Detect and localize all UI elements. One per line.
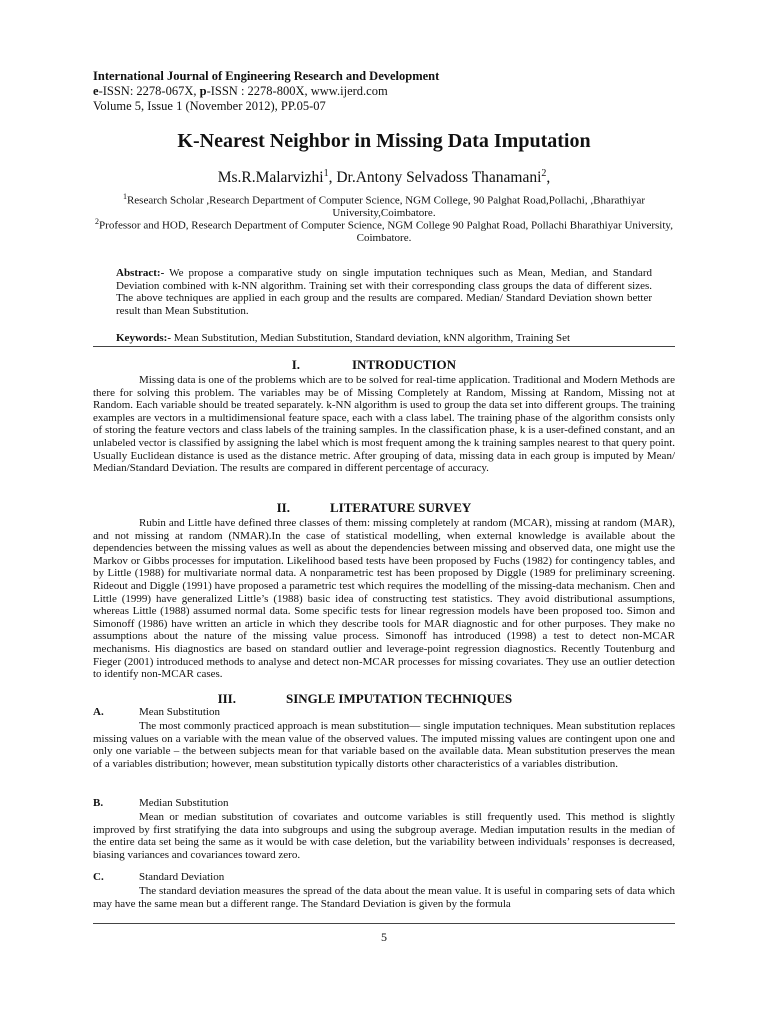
keywords	[116, 332, 652, 344]
author-1: Ms.R.Malarvizhi	[217, 169, 324, 187]
paper-page: International Journal of Engineering Research and Development e-ISSN: 2278-067X, p-ISSN : 2278-800X, www.ijerd.com Volume 5, Issue 1 (November 2012), PP.05-07 K-Nearest Neighbor in Missing Data Imputation Ms.R.Malarvizhi$^1$, Dr.Antony Selvadoss Thanamani$^2$, $^1$Research Scholar ,Research Department of Computer Science, NGM College, 90 Palghat Road,Pollachi, ,Bharathiyar University,Coimbatore. $^2$Professor and HOD, Research Department of Computer Science, NGM College 90 Palghat Road, Pollachi Bharathiyar University, Coimbatore. Abstract:- We propose a comparative study on single imputation techniques such as Mean, Median, and Standard Deviation combined with k-NN algorithm. Training set with their corresponding class groups the data of different sizes. The above techniques are applied in each group and the results are compared. Median/ Standard Deviation shown better result than Mean Substitution. Keywords:- Mean Substitution, Median Substitution, Standard deviation, kNN algorithm, Training Set I. INTRODUCTION Missing data is one of the problems which are to be solved for real-time application. Traditional and Modern Methods are there for solving this problem. The variables may be of Missing Completely at Random, Missing at Random, Missing not at Random. Each variable should be treated separately. k-NN algorithm is used to group the data set into different groups. The training examples are vectors in a multidimensional feature space, each with a class label. The training phase of the algorithm consists only of storing the feature vectors and class labels of the training samples. In the classification phase, k is a user-defined constant, and an unlabeled vector is classified by assigning the label which is most frequent among the k training samples nearest to that query point. Usually Euclidean distance is used as the distance metric. After grouping of data, missing data in each group is imputed by Mean/ Median/Standard Deviation. The results are compared in different percentage of accuracy. II. LITERATURE SURVEY Rubin and Little have defined three classes of them: missing completely at random (MCAR), missing at random (MAR), and not missing at random (NMAR).In the case of statistical modelling, when external knowledge is available about the dependencies between the missing values as well as about the dependencies between missing and observed data, one might use the Markov or Gibbs processes for imputation. Likelihood based tests have been proposed by Fuchs (1982) for contingency tables, and by Little (1988) for multivariate normal data. A nonparametric test has been proposed by Diggle (1989 for preliminary screening. Rideout and Diggle (1991) have proposed a parametric test which requires the modelling of the missing-data mechanism. Chen and Little (1999) have generalized Little’s (1988) basic idea of constructing test statistics. They avoid distributional assumptions, whereas Little (1988) assumed normal data. Some specific tests for linear regression models have been proposed too. Simon and Simonoff (1986) have written an article in which they describe tools for MAR diagnostic and for other purposes. They make no assumptions about the nature of the missing value process. Simonoff has introduced (1998) a test to detect non-MCAR mechanisms. His diagnostics are based on standard outlier and leverage-point regression diagnostics. Recently Toutenburg and Fieger (2001) introduced methods to analyse and detect non-MCAR processes for missing covariates. They use an outlier detection to identify non-MCAR cases. III. SINGLE IMPUTATION TECHNIQUES A. Mean Substitution The most commonly practiced approach is mean substitution— single imputation techniques. Mean substitution replaces missing values on a variable with the mean value of the observed values. The imputed missing values are contingent upon one and only one variable – the between subjects mean for that variable based on the available data. Mean substitution preserves the mean of a variables distribution; however, mean substitution typically distorts other characteristics of a variables distribution. B. Median Substitution Mean or median substitution of covariates and outcome variables is still frequently used. This method is slightly improved by first stratifying the data into subgroups and using the subgroup average. Median imputation results in the median of the entire data set being the same as it would be with case deletion, but the variability between individuals’ responses is decreased, biasing variances and covariances toward zero. C. Standard Deviation The standard deviation measures the spread of the data about the mean value. It is useful in comparing sets of data which may have the same mean but a different range. The Standard Deviation is given by the formula 5	[0, 0, 768, 1024]
median-substitution-text: Mean or median substitution of covariates and outcome variables is still frequently used. This method is slightly improved by first stratifying the data into subgroups and using the subgroup average. Median imputation results in the median of the entire data set being the same as it would be with case deletion, but the variability between individuals’ responses is decreased, biasing variances and covariances toward zero.	[93, 811, 675, 861]
keywords-label: Keywords:-	[116, 332, 171, 344]
literature-survey-text: Rubin and Little have defined three classes of them: missing completely at random (MCAR), missing at random (MAR), and not missing at random (NMAR).In the case of statistical modelling, when external knowledge is available about the dependencies between the missing values as well as about the dependencies between missing and observed data, one might use the Markov or Gibbs processes for imputation. Likelihood based tests have been proposed by Fuchs (1982) for contingency tables, and by Little (1988) for multivariate normal data. A nonparametric test has been proposed by Diggle (1989 for preliminary screening. Rideout and Diggle (1991) have proposed a parametric test which requires the modelling of the missing-data mechanism. Chen and Little (1999) have generalized Little’s (1988) basic idea of constructing test statistics. They avoid distributional assumptions, whereas Little (1988) assumed normal data. Some specific tests for linear regression models have been proposed too. Simon and Simonoff (1986) have written an article in which they describe tools for MAR diagnostic and for other purposes. They make no assumptions about the nature of the missing value process. Simonoff has introduced (1998) a test to detect non-MCAR mechanisms. His diagnostics are based on standard outlier and leverage-point regression diagnostics. Recently Toutenburg and Fieger (2001) introduced methods to analyse and detect non-MCAR processes for missing covariates. They use an outlier detection to identify non-MCAR cases.	[93, 517, 675, 681]
affiliation-2: $^2$Professor and HOD, Research Department of Computer Science, NGM College 90 Palghat Road, Pollachi Bharathiyar University, Coimbatore.	[95, 217, 673, 245]
subsection-heading-standard-deviation: C. Standard Deviation	[93, 871, 225, 883]
author-line: Ms.R.Malarvizhi$^1$, Dr.Antony Selvadoss Thanamani$^2$,	[217, 168, 551, 187]
journal-name: International Journal of Engineering Research and Development	[93, 69, 440, 83]
paper-title: K-Nearest Neighbor in Missing Data Imputation	[177, 130, 591, 152]
standard-deviation-text: The standard deviation measures the spread of the data about the mean value. It is useful in comparing sets of data which may have the same mean but a different range. The Standard Deviation is given by the formula	[93, 885, 675, 910]
journal-header	[93, 69, 693, 114]
abstract-label: Abstract:-	[116, 267, 165, 279]
page-number: 5	[381, 930, 387, 944]
journal-issn: e-ISSN: 2278-067X, p-ISSN : 2278-800X, www.ijerd.com	[93, 84, 388, 98]
footer-rule	[93, 923, 675, 924]
abstract-text: We propose a comparative study on single imputation techniques such as Mean, Median, and Standard Deviation combined with k-NN algorithm. Training set with their corresponding class groups the data of different sizes. The above techniques are applied in each group and the results are compared. Median/ Standard Deviation shown better result than Mean Substitution.	[116, 267, 652, 317]
subsection-heading-median: B. Median Substitution	[93, 797, 229, 809]
keywords-text: Mean Substitution, Median Substitution, Standard deviation, kNN algorithm, Training Set	[171, 332, 571, 344]
divider	[93, 346, 675, 347]
introduction-text: Missing data is one of the problems which are to be solved for real-time application. Traditional and Modern Methods are there for solving this problem. The variables may be of Missing Completely at Random, Missing at Random, Missing not at Random. Each variable should be treated separately. k-NN algorithm is used to group the data set into different groups. The training examples are vectors in a multidimensional feature space, each with a class label. The training phase of the algorithm consists only of storing the feature vectors and class labels of the training samples. In the classification phase, k is a user-defined constant, and an unlabeled vector is classified by assigning the label which is most frequent among the k training samples nearest to that query point. Usually Euclidean distance is used as the distance metric. After grouping of data, missing data in each group is imputed by Mean/ Median/Standard Deviation. The results are compared in different percentage of accuracy.	[93, 374, 675, 475]
subsection-heading-mean: A. Mean Substitution	[93, 706, 220, 718]
affiliation-1: $^1$Research Scholar ,Research Department of Computer Science, NGM College, 90 Palghat Road,Pollachi, ,Bharathiyar University,Coimbatore.	[122, 192, 646, 220]
author-2: Dr.Antony Selvadoss Thanamani	[336, 169, 542, 187]
abstract	[116, 267, 652, 317]
journal-volume: Volume 5, Issue 1 (November 2012), PP.05-07	[93, 99, 326, 113]
mean-substitution-text: The most commonly practiced approach is mean substitution— single imputation techniques. Mean substitution replaces missing values on a variable with the mean value of the observed values. The imputed missing values are contingent upon one and only one variable – the between subjects mean for that variable based on the available data. Mean substitution preserves the mean of a variables distribution; however, mean substitution typically distorts other characteristics of a variables distribution.	[93, 720, 675, 770]
